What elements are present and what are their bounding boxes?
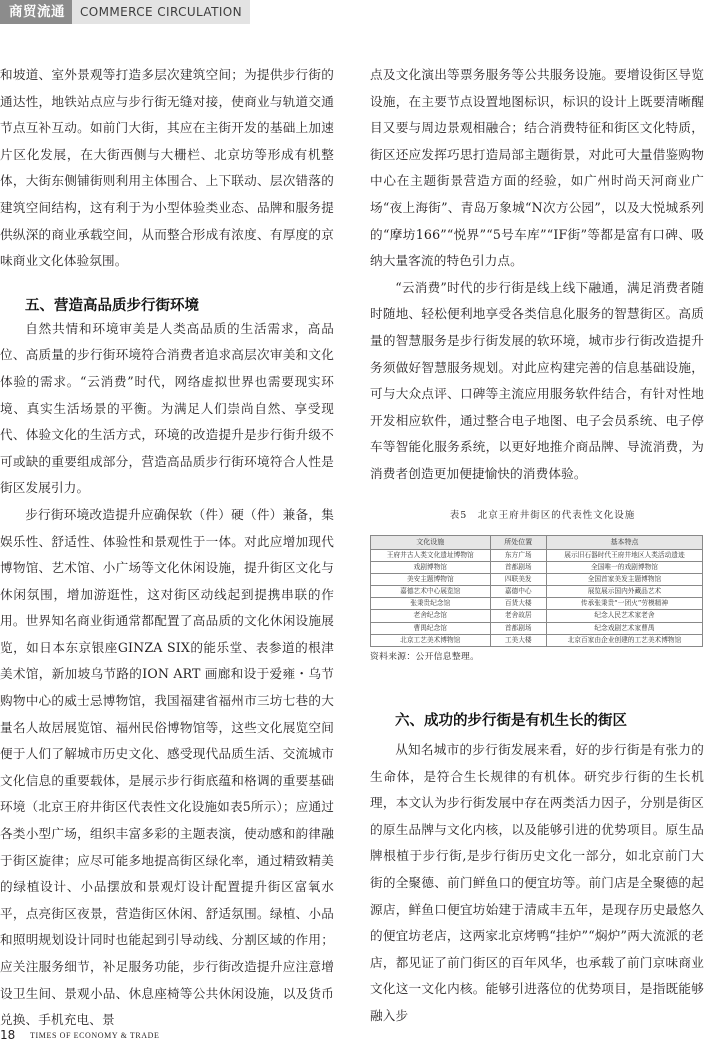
table-cell: 老舍纪念馆 [371,610,491,622]
table-row [371,550,703,562]
paragraph: 步行街环境改造提升应确保软（件）硬（件）兼备，集娱乐性、舒适性、体验性和景观性于一体。对此应增加现代博物馆、艺术馆、小广场等文化休闲设施，提升街区文化与休闲氛围，增加游逛性，这对街区动线起到提携串联的作用。世界知名商业街通常都配置了高品质的文化休闲设施展览，如日本东京银座GINZA SIX的能乐堂、表参道的根津美术馆，新加坡乌节路的ION ART 画廊和设于爱雍・乌节购物中心的威士忌博物馆，我国福建省福州市三坊七巷的大量名人故居展览馆、福州民俗博物馆等，这些文化展览空间便于人们了解城市历史文化、感受现代品质生活、交流城市文化信息的重要载体，是展示步行街底蕴和格调的重要基础环境（北京王府井街区代表性文化设施如表5所示）；应通过各类小型广场，组织丰富多彩的主题表演，使动感和韵律融于街区旋律；应尽可能多地提高街区绿化率，通过精致精美的绿植设计、小品摆放和景观灯设计配置提升街区富氧水平，点亮街区夜景，营造街区休闲、舒适氛围。绿植、小品和照明规划设计同时也能起到引导动线、分割区域的作用；应关注服务细节，补足服务功能，步行街改造提升应注意增设卫生间、景观小品、休息座椅等公共休闲设施，以及货币兑换、手机充电、景 [0,506,334,1028]
paragraph: 从知名城市的步行街发展来看，好的步行街是有张力的生命体，是符合生长规律的有机体。研究步行街的生长机理，本文认为步行街发展中存在两类活力因子，分别是街区的原生品牌与文化内核，以及能够引进的优势项目。原生品牌根植于步行街,是步行街历史文化一部分，如北京前门大街的全聚德、前门鲜鱼口的便宜坊等。前门店是全聚德的起源店，鲜鱼口便宜坊始建于清咸丰五年，是现存历史最悠久的便宜坊老店，这两家北京烤鸭“挂炉”“焖炉”两大流派的老店，都见证了前门街区的百年风华，也承载了前门京味商业文化这一文化内核。能够引进落位的优势项目，是指既能够融入步 [370,742,704,1023]
table-cell: 曹禺纪念馆 [371,622,491,634]
table-cell: 北京百家由企业创建的工艺美术博物馆 [546,634,702,646]
section-heading-5: 五、营造高品质步行街环境 [25,297,199,314]
table-cell: 展示旧石器时代王府井地区人类活动遗迹 [546,550,702,562]
table-row [371,562,703,574]
column-header-features: 基本特点 [546,536,702,550]
table-row [371,634,703,646]
page-number: 18 [0,1028,16,1042]
right-column-top [370,62,704,488]
table-cell: 百货大楼 [490,598,546,610]
table-header-row [371,536,703,550]
left-column [0,62,334,1034]
table-cell: 首都剧场 [490,562,546,574]
table-row [371,610,703,622]
table-cell: 嘉德中心 [490,586,546,598]
column-header-facility: 文化设施 [371,536,491,550]
table-cell: 嘉德艺术中心展览馆 [371,586,491,598]
magazine-name: TIMES OF ECONOMY & TRADE [30,1031,160,1040]
table-cell: 张秉贵纪念馆 [371,598,491,610]
paragraph: 自然共情和环境审美是人类高品质的生活需求，高品位、高质量的步行街环境符合消费者追求高层次审美和文化体验的需求。“云消费”时代，网络虚拟世界也需要现实环境、真实生活场景的平衡。为满足人们崇尚自然、享受现代、体验文化的生活方式，环境的改造提升是步行街升级不可或缺的重要组成部分，营造高品质步行街环境符合人性是街区发展引力。 [0,320,334,496]
table-cell: 展览展示国内外藏品艺术 [546,586,702,598]
table-cell: 工美大楼 [490,634,546,646]
table-source-note: 资料来源：公开信息整理。 [370,651,480,662]
column-title-en: COMMERCE CIRCULATION [72,0,250,24]
column-header [0,0,250,24]
table-row [371,586,703,598]
table-title: 表5 北京王府井街区的代表性文化设施 [449,510,636,521]
column-header-location: 所处位置 [490,536,546,550]
table-cell: 传承张秉贵“一团火”劳模精神 [546,598,702,610]
table-cell: 全国唯一的戏剧博物馆 [546,562,702,574]
column-title-cn: 商贸流通 [0,0,72,24]
section-heading-6: 六、成功的步行街是有机生长的街区 [395,713,627,729]
table-cell: 王府井古人类文化遗址博物馆 [371,550,491,562]
table-cell: 戏剧博物馆 [371,562,491,574]
table-cell: 四联美发 [490,574,546,586]
table-cell: 北京工艺美术博物馆 [371,634,491,646]
table-cell: 纪念戏剧艺术家曹禺 [546,622,702,634]
table-row [371,574,703,586]
right-column-bottom [370,711,704,1030]
table-block [370,509,705,663]
culture-facilities-table [370,535,703,647]
table-cell: 美安主题博物馆 [371,574,491,586]
paragraph: 和坡道、室外景观等打造多层次建筑空间；为提供步行街的通达性，地铁站点应与步行街无缝对接，使商业与轨道交通节点互补互动。如前门大街，其应在主街开发的基础上加速片区化发展，在大街西侧与大栅栏、北京坊等形成有机整体，大街东侧铺街则利用主体围合、上下联动、层次错落的建筑空间结构，这有利于为小型体验类业态、品牌和服务提供纵深的商业承载空间，从而整合形成有浓度、有厚度的京味商业文化体验氛围。 [0,67,334,269]
table-cell: 纪念人民艺术家老舍 [546,610,702,622]
table-cell: 东方广场 [490,550,546,562]
paragraph: 点及文化演出等票务服务等公共服务设施。要增设街区导览设施，在主要节点设置地图标识，标识的设计上既要清晰醒目又要与周边景观相融合；结合消费特征和街区文化特质，街区还应发挥巧思打造局部主题街景，对此可大量借鉴购物中心在主题街景营造方面的经验，如广州时尚天河商业广场“夜上海街”、青岛万象城“N次方公园”，以及大悦城系列的“摩坊166”“悦界”“5号车库”“IF街”等都是富有口碑、吸纳大量客流的特色引力点。 [370,67,704,269]
table-cell: 全国首家美发主题博物馆 [546,574,702,586]
paragraph: “云消费”时代的步行街是线上线下融通，满足消费者随时随地、轻松便利地享受各类信息化服务的智慧街区。高质量的智慧服务是步行街发展的软环境，城市步行街改造提升务须做好智慧服务规划。对此应构建完善的信息基础设施，可与大众点评、口碑等主流应用服务软件结合，有针对性地开发相应软件，通过整合电子地图、电子会员系统、电子停车等智能化服务系统，以更好地推介商品牌、导流消费，为消费者创造更加便捷愉快的消费体验。 [370,279,704,481]
table-cell: 首都剧场 [490,622,546,634]
table-row [371,622,703,634]
table-cell: 老舍故居 [490,610,546,622]
table-row [371,598,703,610]
